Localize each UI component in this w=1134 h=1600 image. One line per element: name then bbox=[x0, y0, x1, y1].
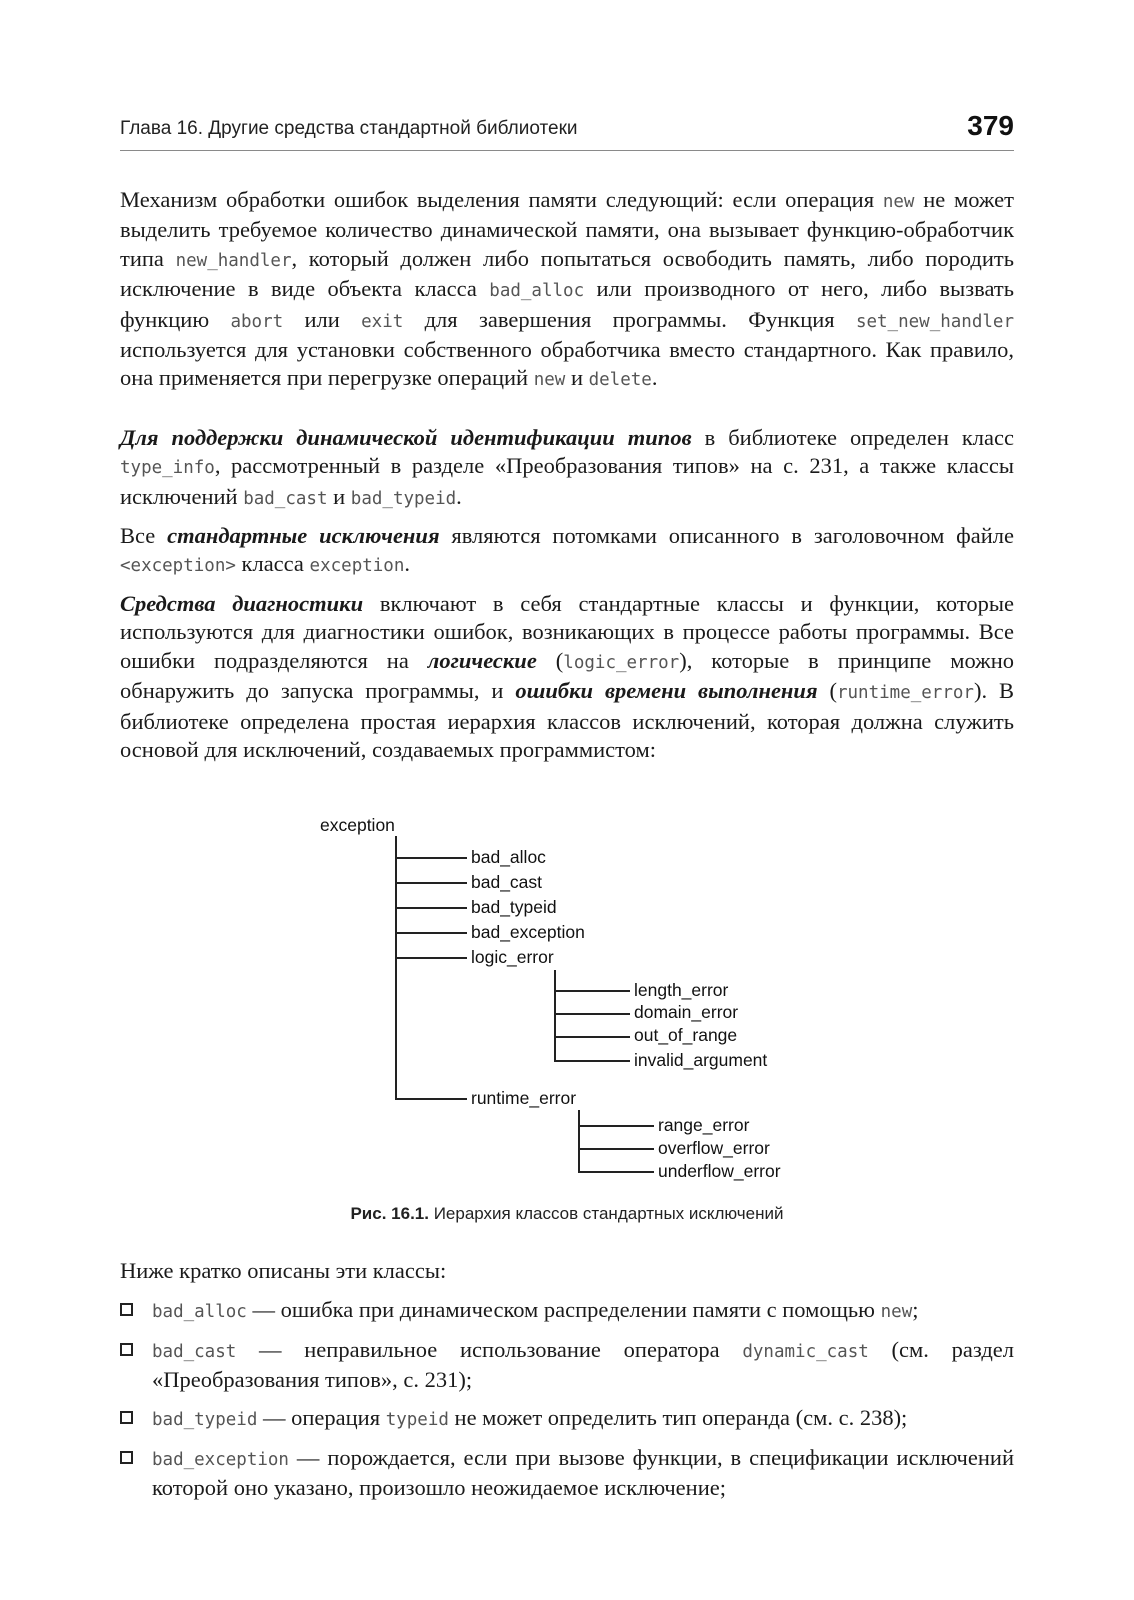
emphasis: Средства диагностики bbox=[120, 591, 364, 616]
code-term: <exception> bbox=[120, 556, 236, 577]
branch-line bbox=[554, 990, 630, 992]
text: . bbox=[404, 551, 410, 577]
checkbox-bullet-icon bbox=[120, 1303, 133, 1316]
text: , рассмотренный в разделе «Преобразования типов» на с. 231, а также классы исключений bbox=[120, 453, 1014, 509]
text: . bbox=[456, 483, 462, 509]
code-term: exit bbox=[361, 311, 404, 332]
logic-subtree-line bbox=[554, 970, 556, 1062]
text: ; bbox=[912, 1297, 919, 1322]
paragraph-intro-list: Ниже кратко описаны эти классы: bbox=[120, 1258, 447, 1283]
paragraph-new-handler bbox=[120, 186, 1014, 395]
figure-number: Рис. 16.1. bbox=[350, 1204, 429, 1223]
list-item-text bbox=[152, 1336, 1014, 1395]
node-domain-error: domain_error bbox=[634, 1002, 739, 1022]
paragraph-standard-exceptions bbox=[120, 522, 1014, 581]
node-underflow-error: underflow_error bbox=[658, 1161, 781, 1181]
code-term: bad_cast bbox=[152, 1342, 237, 1362]
emphasis: ошибки времени выполнения bbox=[515, 678, 818, 704]
code-term: bad_alloc bbox=[489, 281, 585, 302]
text: — порождается, если при вызове функции, в спецификации исключений которой оно указано, произошло неожидаемое исключение; bbox=[152, 1445, 1014, 1501]
code-term: logic_error bbox=[563, 652, 680, 673]
page-number: 379 bbox=[967, 110, 1014, 141]
text: ( bbox=[536, 647, 564, 673]
text: или производного от него, либо вызвать функцию bbox=[120, 276, 1014, 332]
branch-line bbox=[554, 1060, 630, 1062]
branch-line bbox=[395, 932, 467, 934]
branch-line bbox=[395, 907, 467, 909]
node-bad-exception: bad_exception bbox=[471, 922, 585, 942]
list-item bbox=[120, 1336, 1014, 1395]
text: и bbox=[327, 483, 351, 509]
text: Все bbox=[120, 523, 168, 548]
list-item-text bbox=[152, 1296, 1014, 1326]
branch-line bbox=[395, 957, 467, 959]
emphasis: логические bbox=[427, 647, 537, 673]
paragraph-rtti bbox=[120, 424, 1014, 513]
text: — ошибка при динамическом распределении памяти с помощью bbox=[246, 1297, 881, 1322]
text: не может определить тип операнда (см. с. 238); bbox=[448, 1405, 908, 1430]
text: в библиотеке определен класс bbox=[691, 425, 1014, 450]
node-invalid-argument: invalid_argument bbox=[634, 1050, 768, 1070]
list-item bbox=[120, 1296, 1014, 1326]
code-term: runtime_error bbox=[836, 683, 974, 704]
running-header bbox=[120, 110, 1014, 151]
text: ), которые в принципе можно обнаружить до запуска программы, и bbox=[120, 647, 1015, 704]
list-item bbox=[120, 1404, 1014, 1434]
branch-line bbox=[578, 1148, 654, 1150]
code-term: new bbox=[533, 370, 566, 391]
node-runtime-error: runtime_error bbox=[471, 1088, 577, 1108]
node-out-of-range: out_of_range bbox=[634, 1025, 738, 1045]
branch-line bbox=[395, 882, 467, 884]
code-term: new bbox=[882, 192, 915, 212]
figure-caption bbox=[0, 1204, 1134, 1224]
text: ). В библиотеке определена простая иерархия классов исключений, которая должна служить основой для исключений, создаваемых программистом: bbox=[120, 678, 1015, 763]
code-term: new bbox=[880, 1302, 913, 1322]
code-term: bad_cast bbox=[243, 488, 328, 509]
code-term: new_handler bbox=[175, 250, 292, 271]
text: для завершения программы. Функция bbox=[403, 306, 856, 332]
list-item bbox=[120, 1444, 1014, 1503]
branch-line bbox=[578, 1125, 654, 1127]
checkbox-bullet-icon bbox=[120, 1411, 133, 1424]
text: — операция bbox=[257, 1405, 386, 1430]
text: включают в себя стандартные классы и функции, которые используются для диагностики ошибок, возникающих в процессе работы программы. Все ошибки подразделяются на bbox=[120, 591, 1014, 673]
branch-line bbox=[554, 1036, 630, 1038]
checkbox-bullet-icon bbox=[120, 1343, 133, 1356]
branch-line bbox=[578, 1171, 654, 1173]
text: используется для установки собственного обработчика вместо стандартного. Как правило, она применяется при перегрузке операций bbox=[120, 337, 1014, 391]
text: или bbox=[283, 306, 362, 332]
text: Механизм обработки ошибок выделения памяти следующий: если операция bbox=[120, 187, 883, 212]
text: ( bbox=[817, 678, 837, 704]
list-item-text bbox=[152, 1444, 1014, 1503]
emphasis: Для поддержки динамической идентификации типов bbox=[120, 425, 692, 450]
code-term: bad_typeid bbox=[350, 488, 457, 509]
text: не может выделить требуемое количество динамической памяти, она вызывает функцию-обработчик типа bbox=[120, 187, 1014, 271]
node-overflow-error: overflow_error bbox=[658, 1138, 770, 1158]
list-item-text bbox=[152, 1404, 1014, 1434]
text: , который должен либо попытаться освободить память, либо породить исключение в виде объекта класса bbox=[120, 245, 1014, 302]
code-term: bad_typeid bbox=[152, 1410, 258, 1430]
tree-trunk-line bbox=[395, 836, 397, 1099]
runtime-subtree-line bbox=[578, 1110, 580, 1173]
node-length-error: length_error bbox=[634, 980, 729, 1000]
code-term: typeid bbox=[385, 1410, 449, 1430]
paragraph-diagnostics bbox=[120, 590, 1014, 764]
text: . bbox=[651, 365, 658, 391]
code-term: delete bbox=[588, 370, 652, 391]
code-term: type_info bbox=[120, 458, 215, 479]
node-exception: exception bbox=[320, 815, 395, 835]
branch-line bbox=[554, 1013, 630, 1015]
node-bad-alloc: bad_alloc bbox=[471, 847, 546, 867]
code-term: exception bbox=[309, 556, 405, 577]
code-term: set_new_handler bbox=[855, 311, 1014, 332]
code-term: dynamic_cast bbox=[742, 1342, 869, 1362]
code-term: abort bbox=[230, 311, 284, 332]
figure-caption-text: Иерархия классов стандартных исключений bbox=[428, 1204, 784, 1223]
node-range-error: range_error bbox=[658, 1115, 750, 1135]
text: — неправильное использование оператора bbox=[236, 1337, 743, 1362]
text: класса bbox=[235, 551, 310, 577]
node-logic-error: logic_error bbox=[471, 947, 554, 967]
text: (см. раздел «Преобразования типов», с. 231); bbox=[152, 1337, 1014, 1393]
chapter-title: Глава 16. Другие средства стандартной библиотеки bbox=[120, 118, 578, 139]
text: и bbox=[565, 365, 589, 391]
checkbox-bullet-icon bbox=[120, 1451, 133, 1464]
code-term: bad_alloc bbox=[152, 1302, 247, 1322]
emphasis: стандартные исключения bbox=[167, 523, 440, 548]
branch-line bbox=[395, 1098, 467, 1100]
node-bad-typeid: bad_typeid bbox=[471, 897, 557, 917]
text: являются потомками описанного в заголовочном файле bbox=[439, 523, 1014, 548]
branch-line bbox=[395, 857, 467, 859]
node-bad-cast: bad_cast bbox=[471, 872, 543, 892]
code-term: bad_exception bbox=[152, 1450, 289, 1470]
